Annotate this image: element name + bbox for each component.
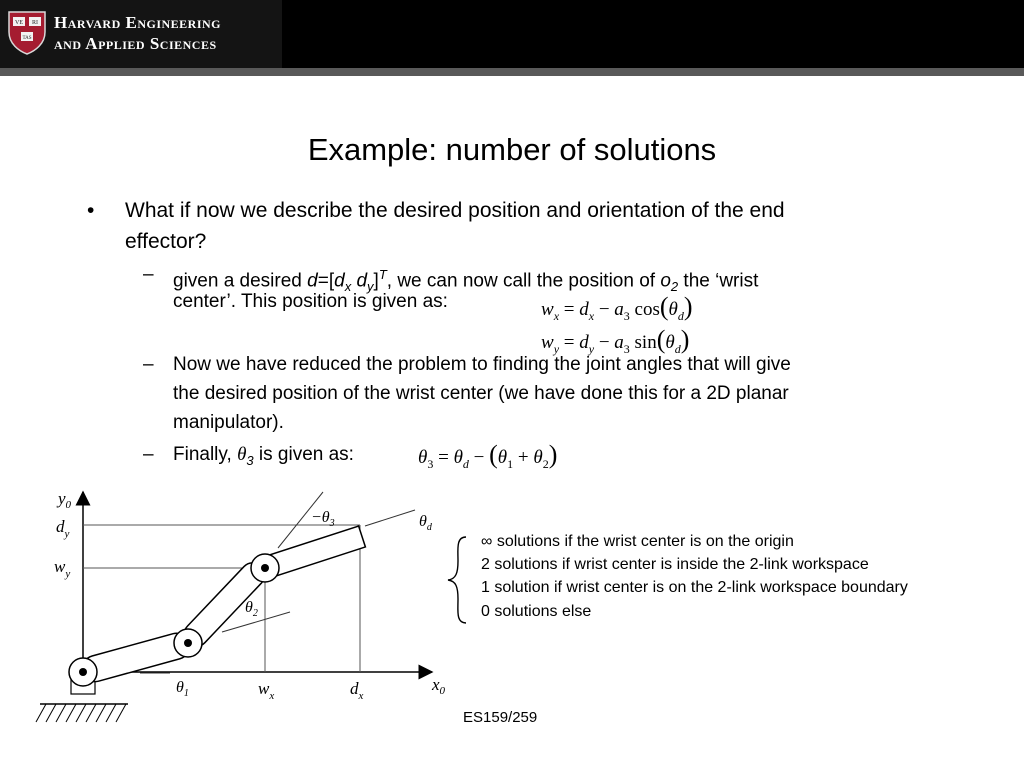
sub-point-1-line-2: center’. This position is given as: bbox=[173, 291, 448, 312]
equation-wx: $w_x = d_x - a_3$ $\cos(\theta_d)$ bbox=[541, 292, 693, 323]
main-point-line-2: effector? bbox=[125, 230, 207, 253]
header-rule bbox=[0, 68, 1024, 76]
shield-text-2: RI bbox=[32, 20, 38, 26]
solution-item-one: 1 solution if wrist center is on the 2-link workspace boundary bbox=[481, 579, 908, 596]
dy-label: $d_y$ bbox=[56, 517, 70, 540]
harvard-shield-icon bbox=[7, 10, 47, 56]
equation-wy: $w_y = d_y - a_3$ $\sin(\theta_d)$ bbox=[541, 325, 690, 356]
shield-text-3: TAS bbox=[22, 36, 32, 41]
theta3-label: $-\theta_3$ bbox=[311, 509, 335, 529]
dash-marker-3: – bbox=[143, 444, 154, 465]
sub-point-2-line-1: Now we have reduced the problem to finding the joint angles that will give bbox=[173, 354, 791, 375]
solution-item-infinite: ∞ solutions if the wrist center is on the origin bbox=[481, 533, 794, 550]
dash-marker-2: – bbox=[143, 354, 154, 375]
thetad-ray bbox=[365, 510, 415, 526]
main-point-line-1: What if now we describe the desired position and orientation of the end bbox=[125, 199, 785, 222]
solution-item-two: 2 solutions if wrist center is inside the 2-link workspace bbox=[481, 556, 869, 573]
org-line-1: Harvard Engineering bbox=[54, 13, 222, 32]
sub-point-1-line-1: given a desired $d=[d_x$ $d_y]^T$, we can now call the position of $o_2$ the ‘wrist bbox=[173, 267, 759, 295]
y0-label: $y_0$ bbox=[58, 489, 72, 511]
curly-brace bbox=[444, 535, 470, 625]
org-name bbox=[54, 12, 221, 54]
x0-label: $x_0$ bbox=[432, 675, 446, 697]
wx-label: $w_x$ bbox=[258, 679, 275, 702]
slide-title: Example: number of solutions bbox=[307, 132, 717, 167]
manipulator-diagram bbox=[0, 480, 460, 730]
shield-text-1: VE bbox=[15, 20, 23, 26]
sub-point-2-line-2: the desired position of the wrist center (we have done this for a 2D planar bbox=[173, 383, 789, 404]
theta2-label: $\theta_2$ bbox=[245, 599, 258, 619]
thetad-label: $\theta_d$ bbox=[419, 513, 432, 533]
theta1-label: $\theta_1$ bbox=[176, 679, 189, 699]
sub-point-3: Finally, $\theta_3$ is given as: bbox=[173, 444, 354, 468]
bullet-marker: • bbox=[87, 199, 95, 222]
dx-label: $d_x$ bbox=[350, 679, 364, 702]
course-footer: ES159/259 bbox=[463, 709, 538, 726]
solution-item-zero: 0 solutions else bbox=[481, 603, 592, 620]
ground-hatch bbox=[36, 704, 126, 722]
dash-marker-1: – bbox=[143, 264, 154, 285]
sub-point-2-line-3: manipulator). bbox=[173, 412, 284, 433]
equation-theta3: $\theta_3 = \theta_d - (\theta_1 + \theta_2)$ bbox=[418, 440, 558, 471]
wy-label: $w_y$ bbox=[54, 557, 71, 580]
org-line-2: and Applied Sciences bbox=[54, 34, 217, 53]
